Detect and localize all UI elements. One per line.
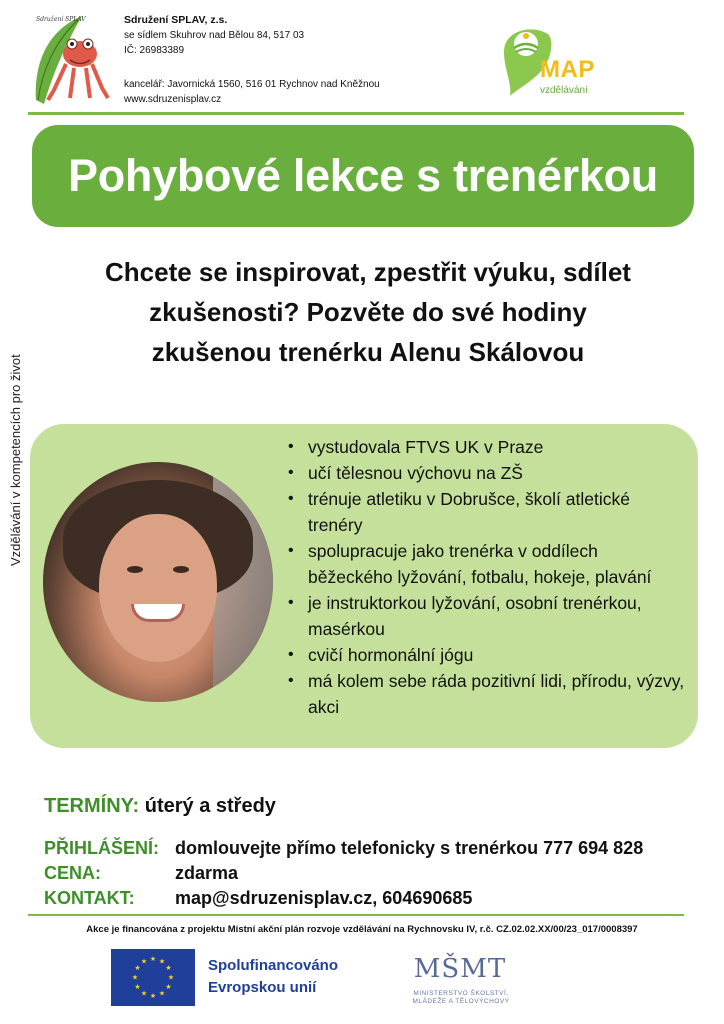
svg-text:★: ★ xyxy=(158,989,166,998)
list-item: • učí tělesnou výchovu na ZŠ xyxy=(286,460,686,486)
list-item: • trénuje atletiku v Dobrušce, školí atletické trenéry xyxy=(286,486,686,538)
svg-text:★: ★ xyxy=(158,957,166,966)
registration-value: domlouvejte přímo telefonicky s trenérkou 777 694 828 xyxy=(175,838,644,858)
list-item: • vystudovala FTVS UK v Praze xyxy=(286,434,686,460)
title-banner xyxy=(32,125,694,227)
price-row xyxy=(44,863,238,884)
svg-text:★: ★ xyxy=(134,983,141,991)
price-label: CENA: xyxy=(44,863,101,883)
org-name: Sdružení SPLAV, z.s. xyxy=(124,14,228,26)
svg-text:★: ★ xyxy=(140,957,148,966)
org-ico: IČ: 26983389 xyxy=(124,45,185,56)
registration-row xyxy=(44,838,643,859)
registration-label: PŘIHLÁŠENÍ: xyxy=(44,838,160,858)
list-item: • je instruktorkou lyžování, osobní trenérkou, masérkou xyxy=(286,590,686,642)
msmt-line: MINISTERSTVO ŠKOLSTVÍ, xyxy=(413,990,509,997)
funding-note: Akce je financována z projektu Místní akční plán rozvoje vzdělávání na Rychnovsku IV, r.č. CZ.02.02.XX/00/23_017/0008397 xyxy=(86,924,638,935)
trainer-bullet-list xyxy=(286,434,686,720)
intro-line: zkušenosti? Pozvěte do své hodiny xyxy=(149,297,587,327)
map-logo-word: MAP xyxy=(540,56,595,83)
contact-row xyxy=(44,888,472,909)
svg-text:★: ★ xyxy=(134,964,141,972)
msmt-logo-text: MŠMT xyxy=(413,954,507,984)
page-title: Pohybové lekce s trenérkou xyxy=(68,150,658,201)
terms-value: úterý a středy xyxy=(144,795,276,817)
svg-text:★: ★ xyxy=(131,973,139,982)
side-caption: Vzdělávání v kompetencích pro život xyxy=(8,354,23,566)
eu-text-line: Evropskou unií xyxy=(208,979,317,996)
svg-text:★: ★ xyxy=(149,955,157,963)
svg-text:★: ★ xyxy=(149,992,157,1000)
footer-divider xyxy=(28,914,684,916)
splav-logo-icon xyxy=(28,12,110,108)
list-item: • má kolem sebe ráda pozitivní lidi, přírodu, výzvy, akci xyxy=(286,668,686,720)
header-divider xyxy=(28,112,684,115)
eu-flag-icon xyxy=(111,949,195,1006)
msmt-caption xyxy=(396,990,526,1006)
org-web: www.sdruzenisplav.cz xyxy=(124,94,222,105)
eu-cofinanced-text xyxy=(208,955,338,999)
terms-row xyxy=(44,795,276,818)
org-office: kancelář: Javornická 1560, 516 01 Rychnov nad Kněžnou xyxy=(124,79,380,90)
price-value: zdarma xyxy=(175,863,239,883)
list-item: • cvičí hormonální jógu xyxy=(286,642,686,668)
map-logo-sub: vzdělávání xyxy=(540,85,588,96)
trainer-photo xyxy=(43,462,273,702)
svg-text:★: ★ xyxy=(167,973,175,982)
intro-text xyxy=(40,252,696,372)
splav-logo-text: Sdružení SPLAV xyxy=(36,16,86,23)
svg-text:★: ★ xyxy=(165,964,172,972)
svg-text:★: ★ xyxy=(140,989,148,998)
eu-text-line: Spolufinancováno xyxy=(208,957,339,974)
contact-label: KONTAKT: xyxy=(44,888,135,908)
msmt-line: MLÁDEŽE A TĚLOVÝCHOVY xyxy=(412,998,510,1005)
terms-label: TERMÍNY: xyxy=(44,795,140,817)
intro-line: Chcete se inspirovat, zpestřit výuku, sdílet xyxy=(105,257,631,287)
org-address: se sídlem Skuhrov nad Bělou 84, 517 03 xyxy=(124,30,305,41)
list-item: • spolupracuje jako trenérka v oddílech běžeckého lyžování, fotbalu, hokeje, plavání xyxy=(286,538,686,590)
contact-value: map@sdruzenisplav.cz, 604690685 xyxy=(175,888,473,908)
organization-info xyxy=(124,13,380,107)
intro-line: zkušenou trenérku Alenu Skálovou xyxy=(151,337,585,367)
svg-text:★: ★ xyxy=(165,983,172,991)
